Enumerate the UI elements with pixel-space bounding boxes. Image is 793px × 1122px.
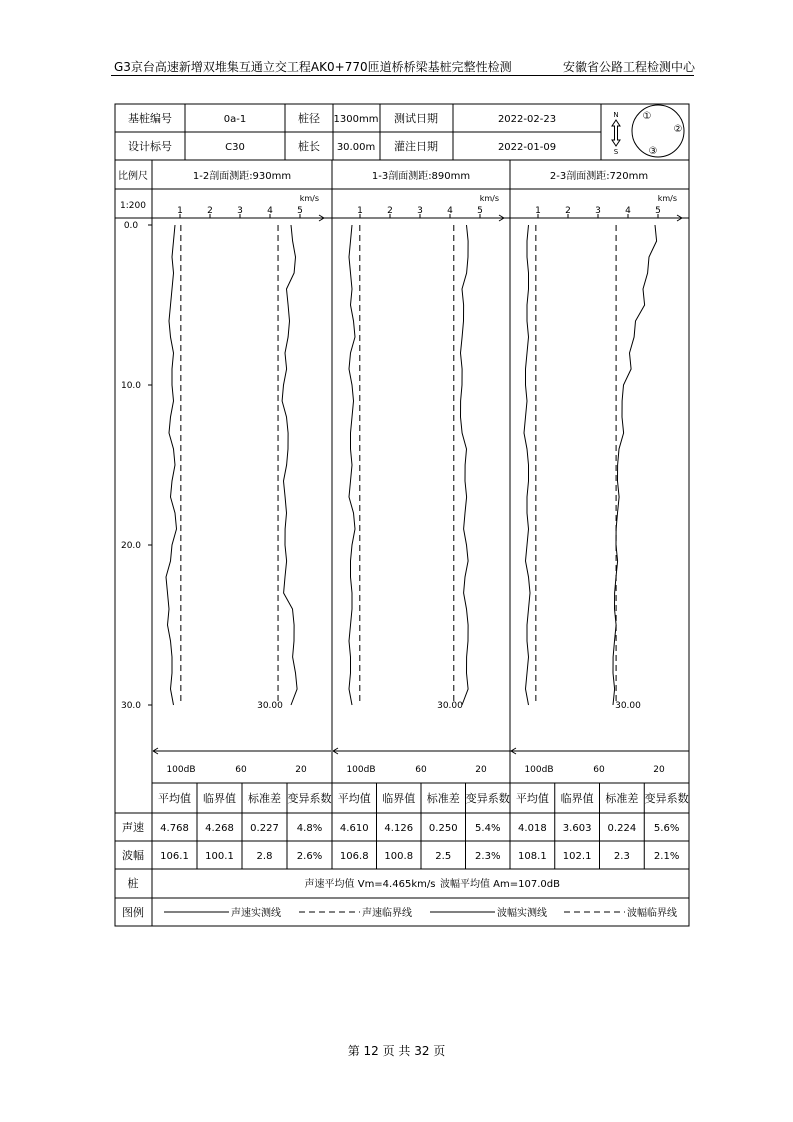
pile-no-label: 基桩编号 xyxy=(128,112,172,125)
amplitude-stat-value: 106.8 xyxy=(339,851,369,862)
tube-layout-diagram xyxy=(632,105,684,157)
depth-axis xyxy=(121,221,152,711)
depth-tick-label: 20.0 xyxy=(120,541,142,551)
velocity-tick-label: 3 xyxy=(237,206,243,216)
velocity-tick-label: 2 xyxy=(565,206,571,216)
profile-1-2-label: 1-2剖面测距:930mm xyxy=(192,171,292,182)
velocity-stat-value: 4.8% xyxy=(296,823,323,834)
stats-col-header: 平均值 xyxy=(158,792,191,805)
test-date-value: 2022-02-23 xyxy=(497,114,557,125)
tube-2-label: ② xyxy=(673,124,683,135)
velocity-tick-label: 1 xyxy=(357,206,363,216)
velocity-stat-value: 0.227 xyxy=(250,823,279,834)
stats-table xyxy=(158,783,689,869)
amplitude-tick-label: 100dB xyxy=(346,765,376,775)
scale-label: 比例尺 xyxy=(118,171,148,182)
velocity-measured-line xyxy=(613,225,657,705)
velocity-stat-value: 3.603 xyxy=(562,823,592,834)
pile-summary-label: 桩 xyxy=(127,877,139,890)
stats-col-header: 平均值 xyxy=(337,792,371,805)
bottom-depth-label: 30.00 xyxy=(257,701,283,711)
pour-date-value: 2022-01-09 xyxy=(497,142,557,153)
report-title: G3京台高速新增双堆集互通立交工程AK0+770匝道桥桥梁基桩完整性检测 xyxy=(114,60,512,74)
profile-2-3-label: 2-3剖面测距:720mm xyxy=(549,171,649,182)
diameter-label: 桩径 xyxy=(298,112,320,125)
pour-date-label: 灌注日期 xyxy=(394,140,438,153)
profile-1-3-label: 1-3剖面测距:890mm xyxy=(371,171,471,182)
page-footer xyxy=(0,1042,793,1059)
velocity-stat-value: 4.610 xyxy=(339,823,369,834)
length-value: 30.00m xyxy=(336,142,376,153)
velocity-tick-label: 5 xyxy=(477,206,483,216)
stats-col-header: 临界值 xyxy=(382,792,416,805)
compass-south-label: S xyxy=(613,148,619,156)
legend-label: 图例 xyxy=(122,906,144,919)
velocity-tick-label: 2 xyxy=(387,206,393,216)
length-label: 桩长 xyxy=(298,140,320,153)
stats-col-header: 标准差 xyxy=(426,792,460,805)
page-number: 第 12 页 共 32 页 xyxy=(347,1044,446,1058)
stats-col-header: 临界值 xyxy=(203,792,236,805)
velocity-tick-label: 4 xyxy=(267,206,273,216)
amplitude-stat-value: 108.1 xyxy=(518,851,547,862)
compass-icon xyxy=(612,111,620,156)
velocity-unit-label: km/s xyxy=(299,194,319,203)
velocity-tick-label: 5 xyxy=(655,206,661,216)
velocity-tick-label: 2 xyxy=(207,206,213,216)
amplitude-average: 波幅平均值 Am=107.0dB xyxy=(440,879,560,890)
velocity-tick-label: 5 xyxy=(297,206,303,216)
stats-col-header: 平均值 xyxy=(515,792,549,805)
amplitude-tick-label: 60 xyxy=(593,765,605,775)
profile-panel xyxy=(511,194,689,775)
stats-col-header: 变异系数 xyxy=(287,792,332,805)
legend-amplitude-critical: 波幅临界线 xyxy=(627,908,677,919)
amplitude-row-label: 波幅 xyxy=(122,849,144,862)
amplitude-stat-value: 2.3% xyxy=(475,851,501,862)
legend-velocity-measured: 声速实测线 xyxy=(231,908,281,919)
test-date-label: 测试日期 xyxy=(394,112,438,125)
velocity-tick-label: 3 xyxy=(595,206,601,216)
legend-amplitude-measured: 波幅实测线 xyxy=(497,908,547,919)
velocity-tick-label: 1 xyxy=(535,206,541,216)
amplitude-stat-value: 100.1 xyxy=(205,851,234,862)
amplitude-stat-value: 102.1 xyxy=(562,851,592,862)
amplitude-tick-label: 20 xyxy=(653,765,665,775)
velocity-average: 声速平均值 Vm=4.465km/s xyxy=(304,879,436,890)
amplitude-measured-line xyxy=(166,225,177,705)
velocity-unit-label: km/s xyxy=(657,194,677,203)
velocity-tick-label: 3 xyxy=(417,206,423,216)
velocity-stat-value: 0.250 xyxy=(428,823,458,834)
pile-info-table xyxy=(115,104,689,160)
design-grade-value: C30 xyxy=(225,142,245,153)
stats-col-header: 标准差 xyxy=(605,792,639,805)
tube-1-label: ① xyxy=(642,111,652,122)
velocity-stat-value: 4.768 xyxy=(160,823,189,834)
amplitude-stat-value: 2.3 xyxy=(613,851,630,862)
velocity-tick-label: 4 xyxy=(625,206,631,216)
amplitude-stat-value: 2.8 xyxy=(256,851,273,862)
velocity-tick-label: 4 xyxy=(447,206,453,216)
velocity-stat-value: 0.224 xyxy=(607,823,637,834)
velocity-unit-label: km/s xyxy=(479,194,499,203)
amplitude-measured-line xyxy=(349,225,355,705)
velocity-row-label: 声速 xyxy=(122,821,144,834)
stats-col-header: 变异系数 xyxy=(465,792,510,805)
legend xyxy=(164,906,677,919)
stats-col-header: 标准差 xyxy=(248,792,281,805)
amplitude-measured-line xyxy=(524,225,530,705)
design-grade-label: 设计标号 xyxy=(128,140,172,153)
stats-col-header: 临界值 xyxy=(560,792,594,805)
velocity-measured-line xyxy=(461,225,469,705)
diameter-value: 1300mm xyxy=(333,114,379,125)
amplitude-stat-value: 2.5 xyxy=(435,851,452,862)
amplitude-stat-value: 100.8 xyxy=(384,851,414,862)
amplitude-tick-label: 20 xyxy=(475,765,487,775)
compass-north-label: N xyxy=(613,111,619,119)
amplitude-stat-value: 106.1 xyxy=(160,851,189,862)
organization-name: 安徽省公路工程检测中心 xyxy=(562,60,695,74)
legend-velocity-critical: 声速临界线 xyxy=(362,908,412,919)
profile-panel xyxy=(333,194,511,775)
velocity-stat-value: 4.268 xyxy=(205,823,234,834)
velocity-stat-value: 4.126 xyxy=(384,823,414,834)
profile-panel xyxy=(153,194,331,775)
amplitude-stat-value: 2.1% xyxy=(653,851,680,862)
velocity-stat-value: 5.4% xyxy=(475,823,501,834)
velocity-tick-label: 1 xyxy=(177,206,183,216)
depth-tick-label: 30.0 xyxy=(120,701,142,711)
amplitude-tick-label: 100dB xyxy=(524,765,554,775)
amplitude-tick-label: 100dB xyxy=(166,765,196,775)
depth-tick-label: 10.0 xyxy=(120,381,142,391)
amplitude-tick-label: 60 xyxy=(415,765,427,775)
depth-tick-label: 0.0 xyxy=(123,221,139,231)
velocity-measured-line xyxy=(282,225,297,705)
tube-3-label: ③ xyxy=(648,146,658,157)
velocity-stat-value: 4.018 xyxy=(518,823,547,834)
amplitude-tick-label: 60 xyxy=(235,765,247,775)
amplitude-tick-label: 20 xyxy=(295,765,307,775)
bottom-depth-label: 30.00 xyxy=(437,701,463,711)
stats-col-header: 变异系数 xyxy=(644,792,689,805)
amplitude-stat-value: 2.6% xyxy=(296,851,323,862)
scale-value: 1:200 xyxy=(120,201,146,211)
pile-no-value: 0a-1 xyxy=(223,114,247,125)
profile-charts xyxy=(153,194,689,775)
velocity-stat-value: 5.6% xyxy=(653,823,680,834)
bottom-depth-label: 30.00 xyxy=(615,701,641,711)
